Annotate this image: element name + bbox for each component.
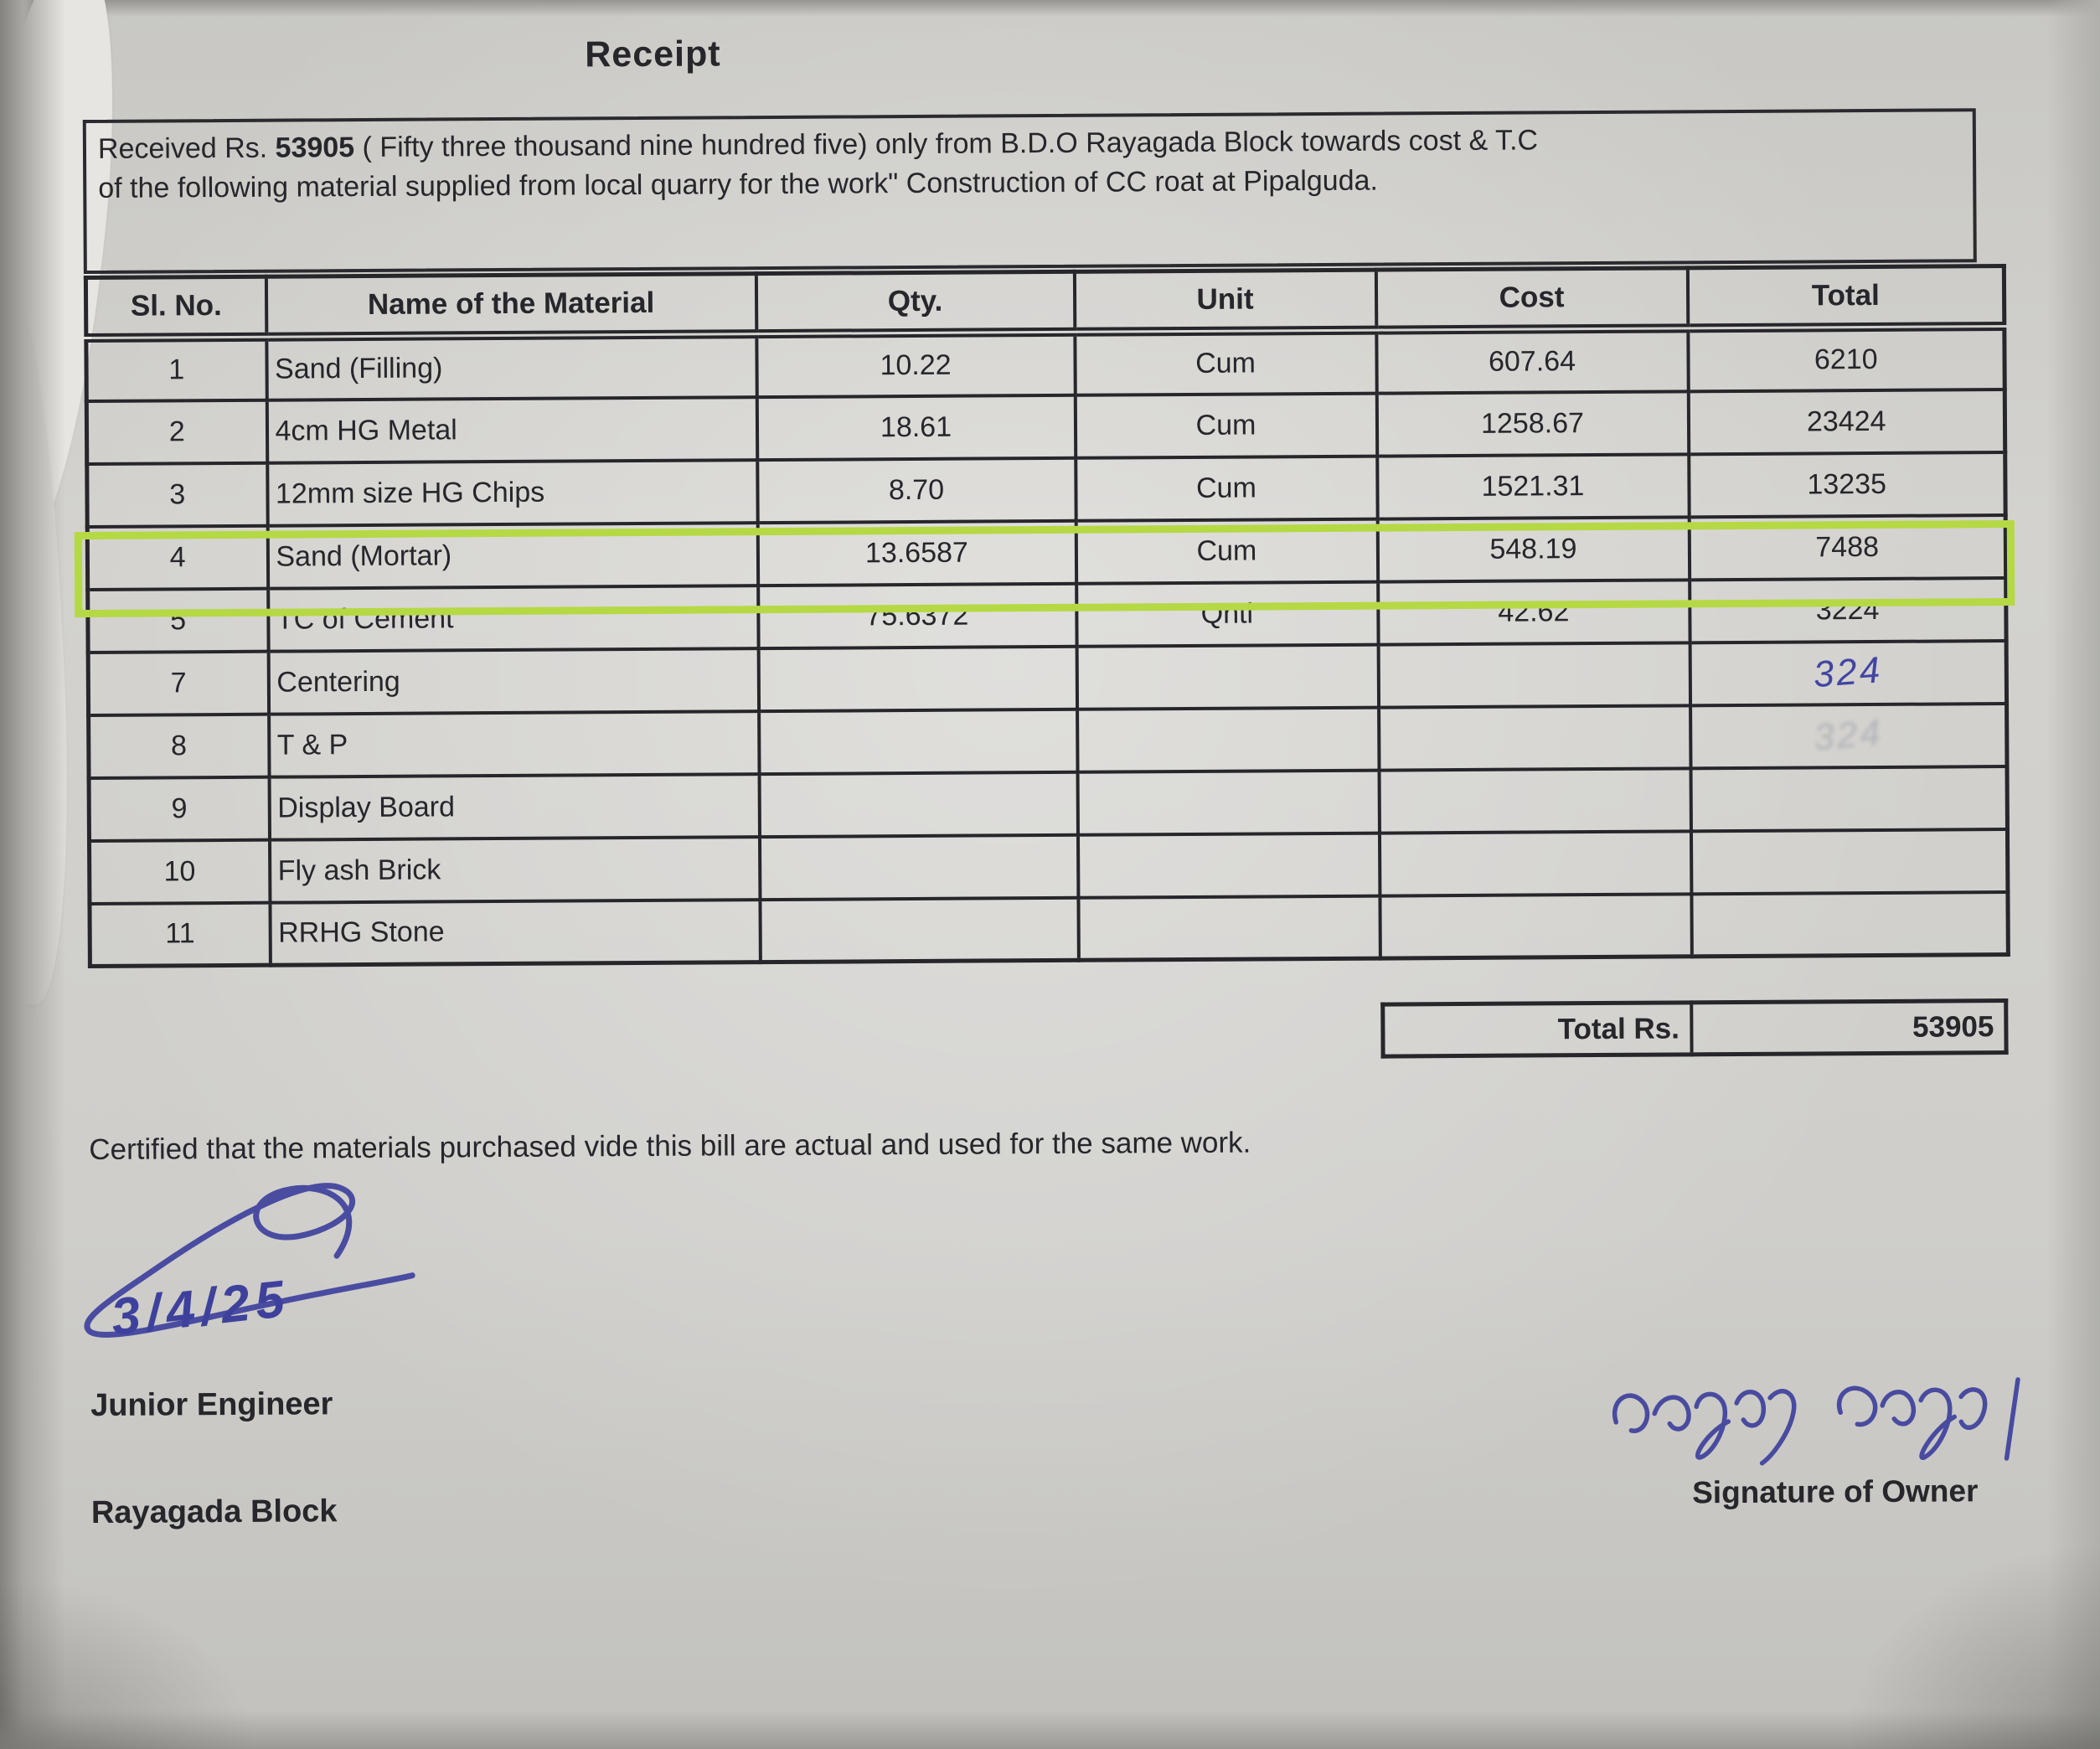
cell-qty bbox=[759, 834, 1077, 899]
table-row bbox=[89, 766, 2007, 841]
cell-unit bbox=[1077, 707, 1379, 771]
cell-unit: Cum bbox=[1075, 330, 1376, 395]
cell-total bbox=[1691, 892, 2008, 957]
cell-sl: 3 bbox=[87, 462, 267, 526]
cell-qty: 8.70 bbox=[757, 457, 1076, 522]
cell-total: 23424 bbox=[1688, 390, 2005, 454]
cell-name: 12mm size HG Chips bbox=[267, 460, 757, 526]
cell-total-erased bbox=[1690, 704, 2007, 768]
cell-qty bbox=[759, 771, 1077, 836]
cell-total: 3224 bbox=[1690, 578, 2006, 642]
cell-sl: 11 bbox=[90, 902, 270, 966]
cell-sl: 9 bbox=[89, 776, 269, 840]
grand-total-value: 53905 bbox=[1691, 1001, 2006, 1055]
cell-unit bbox=[1077, 770, 1379, 834]
cell-cost: 42.62 bbox=[1378, 580, 1690, 644]
cell-qty bbox=[760, 897, 1078, 962]
cell-cost: 1521.31 bbox=[1377, 454, 1689, 519]
table-row-highlighted bbox=[87, 515, 2005, 590]
cell-total: 7488 bbox=[1689, 515, 2005, 580]
cell-name: Fly ash Brick bbox=[270, 837, 760, 903]
cell-total: 13235 bbox=[1689, 452, 2005, 517]
cell-unit: Cum bbox=[1076, 519, 1377, 583]
column-header-total: Total bbox=[1687, 266, 2004, 328]
cell-unit bbox=[1078, 895, 1380, 960]
cell-cost: 1258.67 bbox=[1376, 391, 1688, 456]
signature-of-owner-label: Signature of Owner bbox=[1692, 1473, 1979, 1510]
page-title: Receipt bbox=[585, 34, 721, 75]
cell-sl: 1 bbox=[86, 337, 266, 400]
table-row bbox=[87, 452, 2005, 527]
junior-engineer-label: Junior Engineer bbox=[90, 1386, 333, 1424]
cell-total: 6210 bbox=[1688, 327, 2005, 391]
cell-name: TC of Cement bbox=[268, 586, 758, 652]
grand-total-row bbox=[1383, 1001, 2006, 1057]
cell-name: T & P bbox=[269, 711, 759, 777]
cell-cost bbox=[1379, 768, 1690, 833]
cell-sl: 5 bbox=[88, 588, 268, 652]
cell-unit: Cum bbox=[1075, 393, 1376, 457]
cell-sl: 2 bbox=[86, 400, 266, 463]
cell-cost bbox=[1378, 642, 1690, 707]
cell-unit: Qntl bbox=[1076, 581, 1378, 646]
column-header-cost: Cost bbox=[1375, 268, 1687, 330]
cell-unit bbox=[1076, 644, 1378, 709]
column-header-unit: Unit bbox=[1074, 270, 1375, 332]
table-header-row bbox=[85, 266, 2004, 338]
certification-text: Certified that the materials purchased vide this bill are actual and used for the same work. bbox=[89, 1126, 1251, 1167]
table-row bbox=[90, 892, 2008, 967]
cell-name: Centering bbox=[268, 648, 758, 715]
column-header-qty: Qty. bbox=[756, 271, 1074, 333]
grand-total-box bbox=[1380, 998, 2008, 1059]
table-row bbox=[88, 578, 2006, 653]
cell-cost: 548.19 bbox=[1377, 517, 1689, 581]
received-statement-line2: of the following material supplied from local quarry for the work" Construction of CC roat at Pipalguda. bbox=[98, 164, 1379, 204]
received-statement-pre: Received Rs. bbox=[97, 132, 276, 165]
cell-qty: 18.61 bbox=[756, 395, 1075, 459]
cell-unit: Cum bbox=[1076, 456, 1377, 520]
cell-name: 4cm HG Metal bbox=[266, 397, 756, 463]
table-row bbox=[86, 327, 2005, 401]
cell-total bbox=[1690, 766, 2007, 831]
cell-qty bbox=[758, 646, 1076, 710]
cell-name: Display Board bbox=[269, 774, 759, 840]
cell-cost bbox=[1379, 831, 1690, 895]
cell-cost bbox=[1379, 705, 1690, 770]
column-header-name: Name of the Material bbox=[266, 274, 756, 338]
cell-cost bbox=[1380, 894, 1691, 958]
table-row bbox=[86, 390, 2005, 464]
erased-handwritten-amount: 324 bbox=[1812, 712, 1885, 759]
signature-date: 3/4/25 bbox=[108, 1269, 293, 1347]
cell-sl: 10 bbox=[90, 839, 270, 903]
cell-cost: 607.64 bbox=[1376, 328, 1688, 393]
table-row bbox=[90, 829, 2008, 904]
received-statement-box bbox=[83, 108, 1977, 274]
cell-total bbox=[1690, 829, 2007, 894]
handwritten-amount: 324 bbox=[1812, 649, 1884, 696]
cell-name: Sand (Mortar) bbox=[267, 523, 757, 589]
cell-sl: 7 bbox=[88, 651, 268, 715]
cell-name: Sand (Filling) bbox=[266, 334, 756, 400]
cell-total-handwritten bbox=[1690, 641, 2006, 705]
materials-table bbox=[84, 264, 2010, 968]
rayagada-block-label: Rayagada Block bbox=[90, 1494, 338, 1531]
column-header-sl-no: Sl. No. bbox=[85, 276, 266, 338]
cell-qty: 75.6372 bbox=[758, 583, 1076, 647]
cell-sl: 8 bbox=[89, 714, 269, 777]
grand-total-label: Total Rs. bbox=[1383, 1003, 1691, 1056]
cell-qty: 13.6587 bbox=[757, 520, 1076, 585]
received-amount: 53905 bbox=[275, 132, 355, 164]
received-statement-post: ( Fifty three thousand nine hundred five) only from B.D.O Rayagada Block towards cost & T.C bbox=[354, 124, 1539, 164]
cell-qty: 10.22 bbox=[756, 332, 1075, 396]
cell-sl: 4 bbox=[87, 525, 267, 589]
owner-signature-scribble bbox=[1606, 1368, 2059, 1479]
table-row bbox=[88, 641, 2006, 715]
cell-unit bbox=[1077, 833, 1379, 897]
cell-name: RRHG Stone bbox=[270, 900, 760, 966]
table-row bbox=[89, 704, 2007, 778]
cell-qty bbox=[759, 709, 1077, 773]
